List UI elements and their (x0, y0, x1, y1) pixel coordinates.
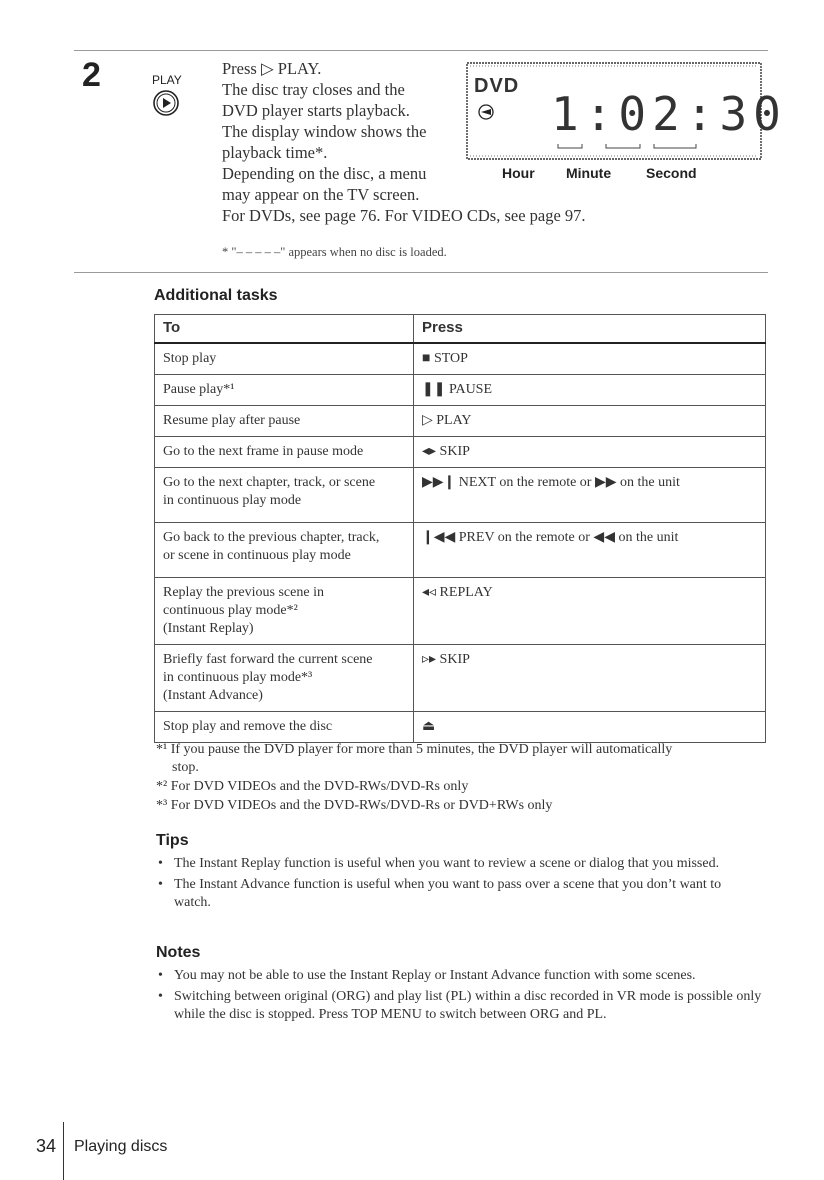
table-header-row (155, 315, 766, 344)
footnote-1: *¹ If you pause the DVD player for more than 5 minutes, the DVD player will automatically (156, 742, 673, 757)
table-row (155, 712, 766, 743)
play-button-icon (152, 89, 180, 122)
display-window (466, 62, 787, 160)
press-cell: ▹▸ SKIP (414, 645, 766, 712)
step-footnote: * "– – – – –" appears when no disc is loaded. (222, 245, 447, 259)
tips-list (158, 855, 758, 915)
task-cell: Replay the previous scene in continuous play mode*² (Instant Replay) (155, 578, 414, 645)
task-cell: Go back to the previous chapter, track, or scene in continuous play mode (155, 523, 414, 578)
step-line: The display window shows the (222, 122, 427, 141)
minute-label: Minute (566, 165, 612, 181)
list-item: • Switching between original (ORG) and play list (PL) within a disc recorded in VR mode is possible only while the disc is stopped. Press TOP MENU to switch between ORG and PL. (158, 988, 772, 1024)
tasks-table (154, 314, 766, 743)
step-line: Press ▷ PLAY. (222, 59, 322, 78)
task-cell: Pause play*¹ (155, 375, 414, 406)
step-line: DVD player starts playback. (222, 101, 410, 120)
table-row (155, 468, 766, 523)
list-item: • The Instant Advance function is useful when you want to pass over a scene that you don’t want to watch. (158, 876, 758, 912)
task-cell: Stop play (155, 343, 414, 375)
additional-tasks-heading: Additional tasks (154, 287, 278, 304)
second-label: Second (646, 165, 697, 181)
tips-heading: Tips (156, 832, 189, 849)
footnote-1-cont: stop. (172, 760, 199, 775)
table-row (155, 343, 766, 375)
press-cell: ▷ PLAY (414, 406, 766, 437)
section-rule (74, 272, 768, 273)
press-cell: ■ STOP (414, 343, 766, 375)
column-header-press: Press (414, 315, 766, 344)
footnote-3: *³ For DVD VIDEOs and the DVD-RWs/DVD-Rs or DVD+RWs only (156, 798, 553, 813)
display-time-text: 1:02:30 (551, 87, 787, 141)
table-row (155, 406, 766, 437)
hour-label: Hour (502, 165, 535, 181)
step-number: 2 (82, 56, 101, 94)
table-row (155, 375, 766, 406)
footer-divider (63, 1122, 64, 1180)
play-button-label: PLAY (152, 73, 182, 87)
top-rule (74, 50, 768, 51)
step-line: For DVDs, see page 76. For VIDEO CDs, see page 97. (222, 206, 586, 225)
table-row (155, 578, 766, 645)
section-title: Playing discs (74, 1138, 168, 1155)
page-number: 34 (36, 1136, 57, 1156)
press-cell: ▶▶❙ NEXT on the remote or ▶▶ on the unit (414, 468, 766, 523)
footnote-2: *² For DVD VIDEOs and the DVD-RWs/DVD-Rs only (156, 779, 469, 794)
press-cell: ◂▸ SKIP (414, 437, 766, 468)
task-cell: Briefly fast forward the current scene in continuous play mode*³ (Instant Advance) (155, 645, 414, 712)
task-cell: Resume play after pause (155, 406, 414, 437)
list-item: • The Instant Replay function is useful when you want to review a scene or dialog that you missed. (158, 855, 758, 873)
list-item: • You may not be able to use the Instant Replay or Instant Advance function with some scenes. (158, 967, 772, 985)
press-cell: ⏏ (414, 712, 766, 743)
notes-list (158, 967, 772, 1027)
table-row (155, 437, 766, 468)
table-row (155, 523, 766, 578)
notes-heading: Notes (156, 944, 201, 961)
step-line: The disc tray closes and the (222, 80, 405, 99)
press-cell: ◂◃ REPLAY (414, 578, 766, 645)
step-line: playback time*. (222, 143, 328, 162)
display-mode-text: DVD (474, 75, 520, 97)
table-row (155, 645, 766, 712)
step-line: may appear on the TV screen. (222, 185, 420, 204)
task-cell: Stop play and remove the disc (155, 712, 414, 743)
column-header-to: To (155, 315, 414, 344)
task-cell: Go to the next frame in pause mode (155, 437, 414, 468)
press-cell: ❙◀◀ PREV on the remote or ◀◀ on the unit (414, 523, 766, 578)
task-cell: Go to the next chapter, track, or scene in continuous play mode (155, 468, 414, 523)
step-line: Depending on the disc, a menu (222, 164, 427, 183)
press-cell: ❚❚ PAUSE (414, 375, 766, 406)
